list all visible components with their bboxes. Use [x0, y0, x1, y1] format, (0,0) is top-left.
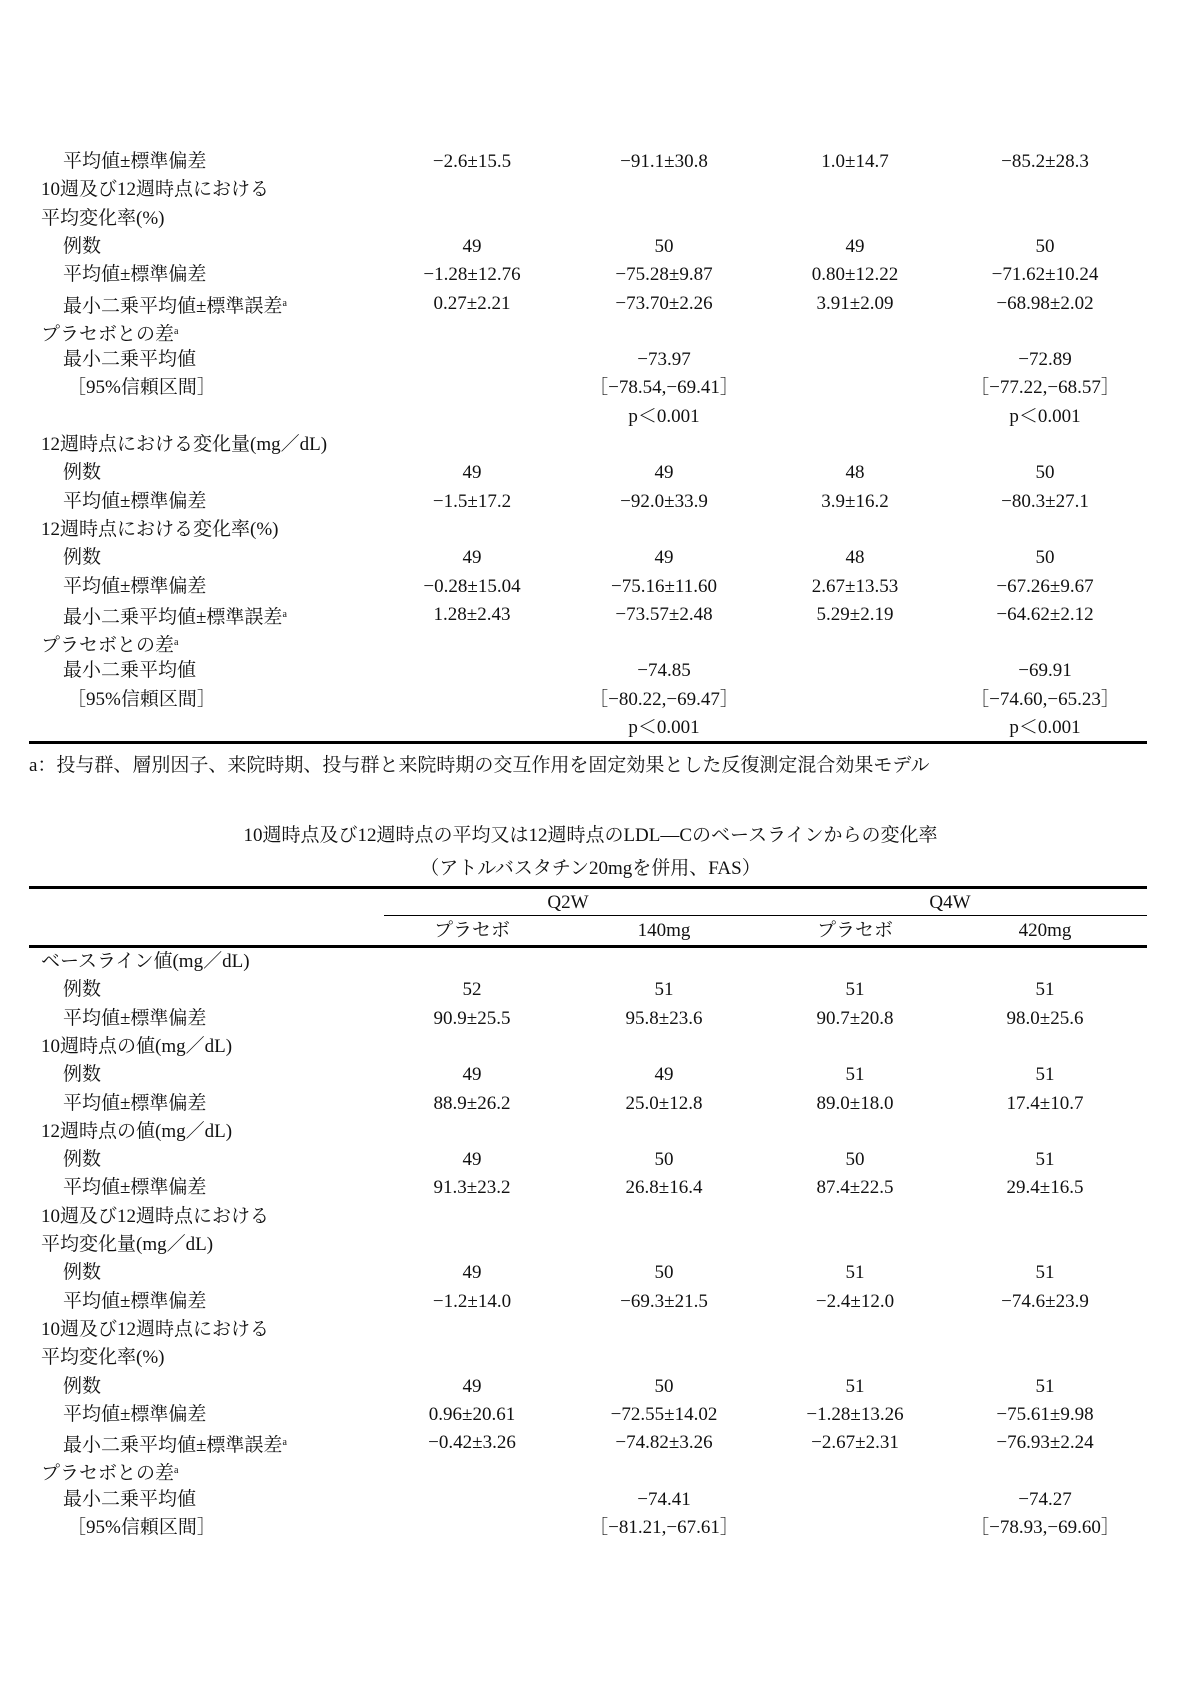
row-label: [41, 205, 164, 233]
row-label-text: 12週時点における変化量(mg／dL): [41, 434, 328, 455]
table-cell: 49: [654, 462, 674, 484]
table-cell: 50: [654, 235, 674, 257]
row-label-text: 最小二乗平均値±標準誤差: [63, 1435, 283, 1457]
row-label-text: プラセボとの差: [41, 1463, 175, 1485]
row-label-text: 最小二乗平均値±標準誤差: [63, 295, 283, 317]
table-row: [29, 1486, 1147, 1514]
table-cell: 50: [654, 1375, 674, 1397]
table-row: [29, 205, 1147, 233]
table-row: [29, 686, 1147, 714]
row-label: [63, 1373, 101, 1401]
table-cell: 50: [845, 1149, 865, 1171]
table-cell: 49: [462, 1375, 482, 1397]
footnote-marker: a: [282, 297, 287, 309]
row-label: [63, 1486, 196, 1514]
table-cell: 3.91±2.09: [816, 292, 894, 314]
table-cell: −1.28±12.76: [423, 264, 521, 286]
table-cell: −91.1±30.8: [620, 151, 708, 172]
table-cell: 51: [845, 1262, 865, 1284]
table-cell: −73.70±2.26: [615, 292, 713, 314]
table-subtitle: （アトルバスタチン20mgを併用、FAS）: [420, 858, 761, 879]
table-row: [29, 233, 1147, 261]
row-label: [41, 629, 178, 660]
table-cell: −2.6±15.5: [432, 151, 512, 172]
footnote-marker: a: [174, 325, 179, 337]
table-cell: 90.9±25.5: [433, 1007, 511, 1029]
table-cell: −0.42±3.26: [428, 1432, 516, 1454]
row-label-text: 10週時点の値(mg／dL): [41, 1035, 233, 1057]
table-bottom-rule: [29, 741, 1147, 744]
table-cell: ［−81.21,−67.61］: [589, 1517, 739, 1538]
row-label-text: 平均値±標準偏差: [63, 151, 207, 172]
table-row: [29, 714, 1147, 742]
table-cell: −69.91: [1018, 660, 1072, 682]
table-row: [29, 601, 1147, 629]
table-row: [29, 261, 1147, 289]
row-label-text: ベースライン値(mg／dL): [41, 951, 250, 972]
table-row: [29, 346, 1147, 374]
column-header: プラセボ: [433, 920, 510, 941]
row-label-text: 12週時点の値(mg／dL): [41, 1120, 233, 1142]
row-label: [63, 488, 206, 516]
row-label: [63, 573, 206, 601]
table-cell: p＜0.001: [1009, 717, 1081, 738]
table-row: [29, 516, 1147, 544]
table-row: [29, 1401, 1147, 1429]
table-cell: −72.55±14.02: [610, 1403, 718, 1425]
table-cell: 51: [1035, 1262, 1055, 1284]
row-label: [67, 374, 216, 402]
row-label-text: 平均変化率(%): [41, 1347, 165, 1369]
row-label: [63, 346, 196, 374]
table-cell: −74.82±3.26: [615, 1432, 713, 1454]
table-cell: 90.7±20.8: [816, 1007, 894, 1029]
table-row: [29, 1033, 1147, 1061]
table-row: [29, 1373, 1147, 1401]
row-label: [41, 1203, 269, 1231]
column-header: 420mg: [1018, 920, 1072, 941]
row-label-text: 例数: [63, 1064, 102, 1086]
table-row: [29, 176, 1147, 204]
table-row: [29, 1429, 1147, 1457]
group-header-q4w: Q4W: [929, 892, 971, 913]
table-row: [29, 1090, 1147, 1118]
table-cell: −2.4±12.0: [815, 1290, 895, 1312]
table-cell: 51: [1035, 979, 1055, 1001]
row-label: [63, 1005, 206, 1033]
table-cell: 49: [462, 1262, 482, 1284]
row-label-text: プラセボとの差: [41, 635, 175, 657]
row-label-text: 例数: [63, 547, 102, 569]
row-label: [63, 601, 287, 632]
row-label: [63, 1288, 206, 1316]
table-row: [29, 488, 1147, 516]
column-header: 140mg: [637, 920, 691, 941]
row-label: [41, 431, 327, 459]
table-row: [29, 544, 1147, 572]
row-label-text: 例数: [63, 462, 102, 484]
table-cell: 25.0±12.8: [625, 1092, 703, 1114]
table-cell: 51: [1035, 1149, 1055, 1171]
row-label: [63, 459, 101, 487]
row-label: [41, 516, 278, 544]
row-label-text: 最小二乗平均値±標準誤差: [63, 606, 283, 628]
table-cell: −72.89: [1018, 349, 1072, 371]
table-cell: ［−78.54,−69.41］: [589, 377, 739, 399]
row-label: [63, 233, 101, 261]
row-label-text: 最小二乗平均値: [63, 660, 197, 682]
table-cell: 50: [1035, 235, 1055, 257]
table-cell: ［−74.60,−65.23］: [970, 688, 1120, 710]
table-cell: 51: [1035, 1375, 1055, 1397]
table-cell: −73.57±2.48: [615, 603, 713, 625]
table-cell: ［−78.93,−69.60］: [970, 1517, 1120, 1538]
row-label: [63, 544, 101, 572]
table-title: 10週時点及び12週時点の平均又は12週時点のLDL—Cのベースラインからの変化率: [243, 825, 938, 846]
table-row: [29, 1203, 1147, 1231]
table-cell: 98.0±25.6: [1006, 1007, 1084, 1029]
table-cell: 50: [1035, 462, 1055, 484]
table-cell: −64.62±2.12: [996, 603, 1094, 625]
footnote: a：投与群、層別因子、来院時期、投与群と来院時期の交互作用を固定効果とした反復測定混合効果モデル: [29, 755, 930, 776]
table-row: [29, 374, 1147, 402]
table-row: [29, 1005, 1147, 1033]
row-label: [63, 290, 287, 321]
table-cell: −85.2±28.3: [1001, 151, 1089, 172]
footnote-marker: a: [174, 1465, 179, 1477]
table-row: [29, 1316, 1147, 1344]
table-row: [29, 1259, 1147, 1287]
row-label-text: 平均値±標準偏差: [63, 1007, 207, 1029]
row-label: [67, 686, 216, 714]
group-header-row: [29, 889, 1147, 917]
table-cell: −76.93±2.24: [996, 1432, 1094, 1454]
row-label-text: プラセボとの差: [41, 323, 175, 345]
table-cell: −75.28±9.87: [615, 264, 713, 286]
table-row: [29, 1344, 1147, 1372]
table-cell: 51: [654, 979, 674, 1001]
table-cell: 49: [462, 1064, 482, 1086]
row-label-text: 10週及び12週時点における: [41, 179, 270, 201]
table-cell: 50: [654, 1262, 674, 1284]
row-label: [63, 976, 101, 1004]
table-row: [29, 1457, 1147, 1485]
group-header-rule: [384, 915, 1147, 916]
row-label-text: 12週時点における変化率(%): [41, 518, 279, 540]
table-cell: −69.3±21.5: [620, 1290, 708, 1312]
row-label-text: ［95%信頼区間］: [67, 688, 216, 710]
table-row: [29, 1061, 1147, 1089]
table-cell: 2.67±13.53: [811, 575, 899, 597]
row-label: [63, 1090, 206, 1118]
table-cell: 87.4±22.5: [816, 1177, 894, 1199]
table-cell: 26.8±16.4: [625, 1177, 703, 1199]
row-label-text: 平均値±標準偏差: [63, 1290, 207, 1312]
row-label: [63, 1401, 206, 1429]
row-label: [41, 948, 250, 976]
table-cell: −80.3±27.1: [1001, 490, 1089, 512]
table-cell: −75.16±11.60: [611, 575, 717, 597]
table-row: [29, 1514, 1147, 1542]
table-cell: −71.62±10.24: [991, 264, 1099, 286]
table-cell: −74.85: [637, 660, 691, 682]
table-row: [29, 976, 1147, 1004]
row-label-text: ［95%信頼区間］: [67, 1517, 216, 1538]
table-row: [29, 629, 1147, 657]
table-cell: 95.8±23.6: [625, 1007, 703, 1029]
row-label-text: 平均値±標準偏差: [63, 1177, 207, 1199]
table-cell: 0.96±20.61: [428, 1403, 516, 1425]
table-row: [29, 403, 1147, 431]
row-label-text: 平均値±標準偏差: [63, 1403, 207, 1425]
table-cell: 89.0±18.0: [816, 1092, 894, 1114]
table-cell: −68.98±2.02: [996, 292, 1094, 314]
row-label-text: 例数: [63, 1375, 102, 1397]
row-label: [41, 1316, 269, 1344]
row-label: [63, 148, 206, 176]
table-cell: p＜0.001: [1009, 405, 1081, 427]
footnote-marker: a: [174, 637, 179, 649]
row-label-text: 平均値±標準偏差: [63, 264, 207, 286]
table-cell: −75.61±9.98: [996, 1403, 1094, 1425]
column-header-row: [29, 917, 1147, 945]
table-cell: 51: [845, 1375, 865, 1397]
table-row: [29, 1231, 1147, 1259]
table-cell: −67.26±9.67: [996, 575, 1094, 597]
footnote-marker: a: [282, 608, 287, 620]
row-label: [41, 1231, 213, 1259]
row-label: [41, 1344, 164, 1372]
table-cell: −74.27: [1018, 1488, 1072, 1510]
table-cell: 0.80±12.22: [811, 264, 899, 286]
column-header: プラセボ: [816, 920, 893, 941]
table-cell: 1.28±2.43: [433, 603, 511, 625]
table-cell: 0.27±2.21: [433, 292, 511, 314]
table-cell: 49: [654, 547, 674, 569]
table-cell: −74.41: [637, 1488, 691, 1510]
table-cell: −1.28±13.26: [806, 1403, 904, 1425]
row-label: [63, 1259, 101, 1287]
table-row: [29, 148, 1147, 176]
table-cell: 50: [1035, 547, 1055, 569]
table-cell: 5.29±2.19: [816, 603, 894, 625]
row-label-text: 例数: [63, 1262, 102, 1284]
table-cell: −1.5±17.2: [432, 490, 512, 512]
table-row: [29, 318, 1147, 346]
table-row: [29, 1288, 1147, 1316]
table-cell: 51: [1035, 1064, 1055, 1086]
row-label: [63, 657, 196, 685]
table-cell: −2.67±2.31: [811, 1432, 899, 1454]
table-row: [29, 948, 1147, 976]
row-label: [63, 1174, 206, 1202]
row-label-text: 平均変化量(mg／dL): [41, 1234, 214, 1255]
table-cell: 49: [845, 235, 865, 257]
row-label-text: 最小二乗平均値: [63, 1488, 197, 1510]
footnote-marker: a: [282, 1437, 287, 1449]
row-label-text: 10週及び12週時点における: [41, 1205, 270, 1227]
row-label: [67, 1514, 216, 1542]
row-label: [41, 1033, 232, 1061]
table-cell: 52: [462, 979, 482, 1001]
row-label-text: 平均値±標準偏差: [63, 575, 207, 597]
row-label-text: 例数: [63, 1149, 102, 1171]
group-header-q2w: Q2W: [547, 892, 589, 913]
row-label: [41, 1457, 178, 1488]
table-row: [29, 290, 1147, 318]
table-cell: 50: [654, 1149, 674, 1171]
table-row: [29, 1146, 1147, 1174]
table-cell: 49: [462, 235, 482, 257]
row-label-text: 平均値±標準偏差: [63, 1092, 207, 1114]
row-label: [41, 318, 178, 349]
table-cell: 49: [654, 1064, 674, 1086]
row-label-text: 10週及び12週時点における: [41, 1318, 270, 1340]
row-label-text: ［95%信頼区間］: [67, 377, 216, 399]
table-cell: 1.0±14.7: [821, 151, 889, 172]
table-row: [29, 1118, 1147, 1146]
table-row: [29, 459, 1147, 487]
table-cell: p＜0.001: [628, 405, 700, 427]
row-label-text: 平均値±標準偏差: [63, 490, 207, 512]
row-label: [41, 1118, 232, 1146]
table-cell: −1.2±14.0: [432, 1290, 512, 1312]
row-label-text: 例数: [63, 235, 102, 257]
row-label-text: 最小二乗平均値: [63, 349, 197, 371]
table-cell: 17.4±10.7: [1006, 1092, 1084, 1114]
table-cell: 49: [462, 547, 482, 569]
row-label: [41, 176, 269, 204]
table-row: [29, 573, 1147, 601]
table-cell: 51: [845, 979, 865, 1001]
table-row: [29, 431, 1147, 459]
table-cell: −74.6±23.9: [1001, 1290, 1089, 1312]
table-cell: 48: [845, 547, 865, 569]
table-cell: 91.3±23.2: [433, 1177, 511, 1199]
table-cell: 51: [845, 1064, 865, 1086]
row-label-text: 平均変化率(%): [41, 207, 165, 229]
table-cell: 49: [462, 462, 482, 484]
table-cell: 49: [462, 1149, 482, 1171]
table-cell: −0.28±15.04: [423, 575, 521, 597]
table-cell: 48: [845, 462, 865, 484]
row-label: [63, 1429, 287, 1460]
row-label: [63, 261, 206, 289]
table-cell: 29.4±16.5: [1006, 1177, 1084, 1199]
row-label: [63, 1061, 101, 1089]
table-cell: ［−80.22,−69.47］: [589, 688, 739, 710]
table-cell: 88.9±26.2: [433, 1092, 511, 1114]
row-label-text: 例数: [63, 979, 102, 1001]
table-row: [29, 1174, 1147, 1202]
table-cell: −92.0±33.9: [620, 490, 708, 512]
table-row: [29, 657, 1147, 685]
table-cell: −73.97: [637, 349, 691, 371]
table-cell: ［−77.22,−68.57］: [970, 377, 1120, 399]
table-cell: p＜0.001: [628, 717, 700, 738]
table-cell: 3.9±16.2: [821, 490, 889, 512]
row-label: [63, 1146, 101, 1174]
